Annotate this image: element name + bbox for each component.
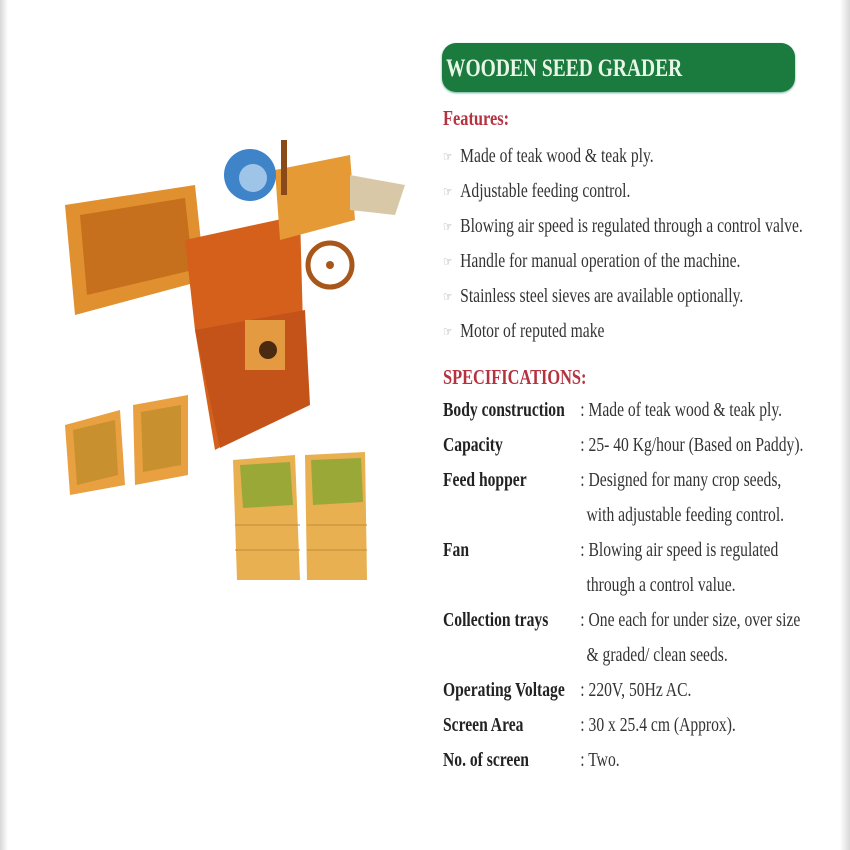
spec-label: Feed hopper <box>443 469 527 491</box>
features-heading: Features: <box>443 106 510 130</box>
spec-row <box>443 399 803 434</box>
spec-value: : Made of teak wood & teak ply. <box>580 399 783 421</box>
spec-label: No. of screen <box>443 749 529 771</box>
pointing-hand-bullet-icon: ☞ <box>443 219 453 234</box>
spec-value: : Designed for many crop seeds, <box>580 469 782 491</box>
pointing-hand-bullet-icon: ☞ <box>443 184 453 199</box>
spec-row <box>443 434 803 469</box>
feature-text: Adjustable feeding control. <box>460 180 631 202</box>
spec-row <box>443 714 803 749</box>
spec-value: : Blowing air speed is regulated <box>580 539 779 561</box>
spec-label: Body construction <box>443 399 565 421</box>
spec-label: Screen Area <box>443 714 524 736</box>
spec-value: through a control value. <box>586 574 736 596</box>
spec-row <box>443 469 803 539</box>
feature-text: Blowing air speed is regulated through a control valve. <box>460 215 803 237</box>
feature-text: Stainless steel sieves are available optionally. <box>460 285 744 307</box>
feature-text: Motor of reputed make <box>460 320 605 342</box>
pointing-hand-bullet-icon: ☞ <box>443 149 453 164</box>
seed-grader-machine-photo <box>55 130 415 590</box>
pointing-hand-bullet-icon: ☞ <box>443 254 453 269</box>
pointing-hand-bullet-icon: ☞ <box>443 324 453 339</box>
spec-value: : 30 x 25.4 cm (Approx). <box>580 714 736 736</box>
page-edge-right <box>840 0 850 850</box>
feature-item <box>443 320 803 355</box>
features-list <box>443 145 803 355</box>
feature-item <box>443 285 803 320</box>
feature-item <box>443 180 803 215</box>
feature-text: Made of teak wood & teak ply. <box>460 145 654 167</box>
specifications-table <box>443 399 803 784</box>
spec-value: : 25- 40 Kg/hour (Based on Paddy). <box>580 434 804 456</box>
feature-item <box>443 250 803 285</box>
spec-value: & graded/ clean seeds. <box>586 644 728 666</box>
spec-label: Capacity <box>443 434 503 456</box>
spec-value: : One each for under size, over size <box>580 609 801 631</box>
feature-text: Handle for manual operation of the machine. <box>460 250 741 272</box>
machine-illustration <box>65 140 405 580</box>
feature-item <box>443 145 803 180</box>
page-edge-left <box>0 0 8 850</box>
feature-item <box>443 215 803 250</box>
spec-row <box>443 539 803 609</box>
spec-value: : Two. <box>580 749 620 771</box>
spec-row <box>443 749 803 784</box>
pointing-hand-bullet-icon: ☞ <box>443 289 453 304</box>
spec-label: Fan <box>443 539 470 561</box>
product-title: WOODEN SEED GRADER <box>446 55 683 82</box>
spec-row <box>443 679 803 714</box>
spec-value: : 220V, 50Hz AC. <box>580 679 692 701</box>
spec-value: with adjustable feeding control. <box>586 504 785 526</box>
specifications-heading: SPECIFICATIONS: <box>443 365 587 389</box>
spec-label: Collection trays <box>443 609 549 631</box>
spec-row <box>443 609 803 679</box>
spec-label: Operating Voltage <box>443 679 565 701</box>
